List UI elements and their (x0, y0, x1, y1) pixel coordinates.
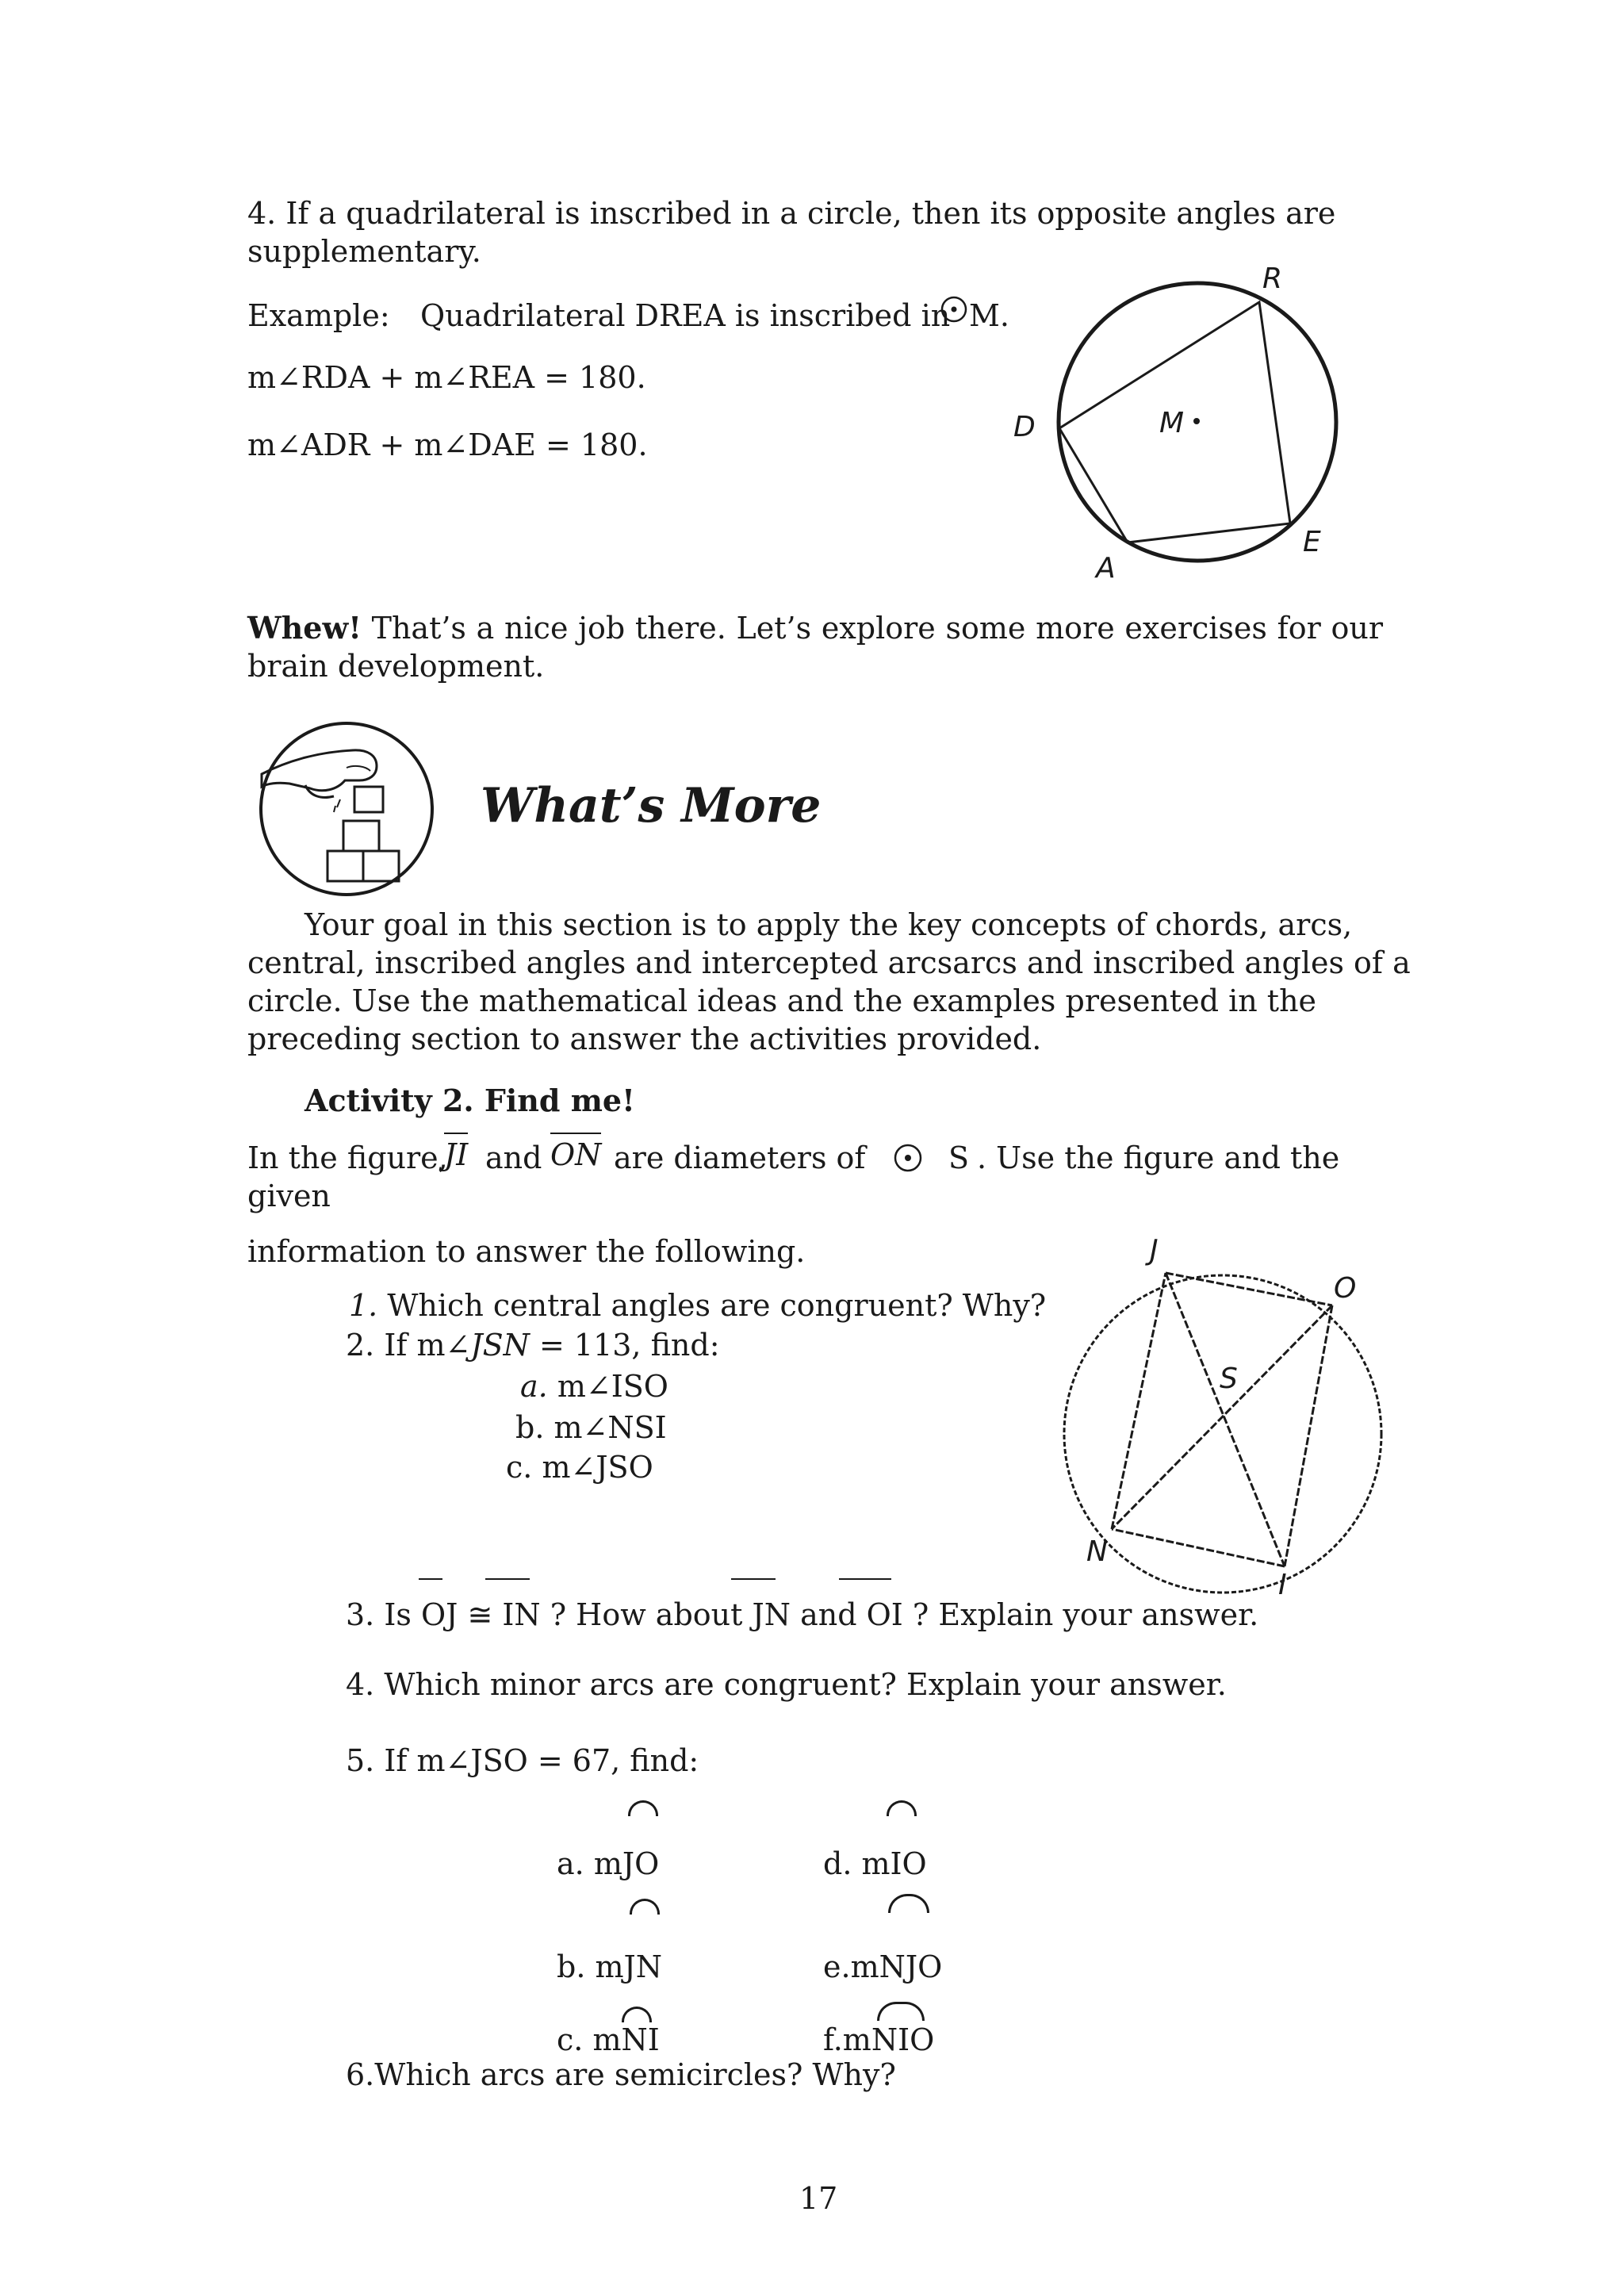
activity-intro-c: . Use the figure and the (977, 1140, 1340, 1175)
arc-mark-jo (628, 1800, 658, 1816)
whew-text: That’s a nice job there. Let’s explore some more exercises for our (371, 611, 1383, 646)
overline-oj (419, 1578, 442, 1580)
activity-center: S (948, 1140, 970, 1175)
question-5: 5. If m∠JSO = 67, find: (346, 1743, 699, 1778)
segment-ji: JI (444, 1134, 468, 1175)
label-s: S (1220, 1363, 1238, 1395)
label-d: D (1013, 411, 1036, 443)
label-j: J (1150, 1234, 1159, 1267)
activity-and: and (485, 1140, 542, 1175)
page-number: 17 (799, 2181, 838, 2216)
label-e: E (1303, 526, 1321, 558)
equation-1: m∠RDA + m∠REA = 180. (247, 360, 646, 395)
activity-intro-d: given (247, 1179, 331, 1213)
label-n: N (1086, 1535, 1108, 1568)
question-1: 1. Which central angles are congruent? Why? (349, 1288, 1047, 1323)
arc-mark-jn (630, 1899, 660, 1915)
activity-intro-b: are diameters of (614, 1140, 866, 1175)
section-paragraph-line-2: central, inscribed angles and intercepted arcsarcs and inscribed angles of a (247, 945, 1411, 980)
section-paragraph-line-4: preceding section to answer the activities provided. (247, 1022, 1042, 1056)
example-text: Quadrilateral DREA is inscribed in (420, 298, 951, 333)
activity-intro-e: information to answer the following. (247, 1234, 806, 1269)
label-o: O (1334, 1272, 1357, 1305)
question-6: 6.Which arcs are semicircles? Why? (346, 2057, 896, 2092)
circle-dot-icon (940, 296, 967, 323)
activity-intro-a: In the figure, (247, 1140, 448, 1175)
circle-dot-icon (893, 1143, 923, 1173)
arc-mark-nio (877, 2002, 925, 2021)
circle-s (1064, 1275, 1381, 1593)
arc-mark-ni (622, 2007, 652, 2022)
question-5d: d. mIO (823, 1846, 927, 1881)
center-dot-m (1193, 418, 1200, 424)
theorem-line-2: supplementary. (247, 234, 481, 269)
figure-inscribed-quadrilateral (1007, 254, 1356, 587)
example-center: M. (969, 298, 1009, 333)
theorem-line-1: 4. If a quadrilateral is inscribed in a circle, then its opposite angles are (247, 196, 1336, 231)
chord-nj (1112, 1273, 1166, 1529)
question-3: 3. Is OJ ≅ IN ? How about JN and OI ? Explain your answer. (346, 1597, 1259, 1632)
overline-jn (731, 1578, 776, 1580)
segment-on: ON (550, 1134, 601, 1175)
question-5e: e.mNJO (823, 1949, 943, 1984)
section-title: What’s More (481, 778, 822, 834)
example-label: Example: (247, 298, 390, 333)
equation-2: m∠ADR + m∠DAE = 180. (247, 427, 648, 462)
section-paragraph-line-3: circle. Use the mathematical ideas and the examples presented in the (247, 983, 1317, 1018)
figure-circle-diameters (1055, 1229, 1404, 1602)
arc-mark-njo (888, 1894, 929, 1913)
question-5f: f.mNIO (823, 2022, 935, 2057)
question-2a: a. m∠ISO (520, 1369, 668, 1404)
question-2b: b. m∠NSI (515, 1410, 667, 1445)
question-5c: c. mNI (557, 2022, 660, 2057)
overline-in (485, 1578, 530, 1580)
whew-bold: Whew! (247, 610, 362, 646)
hand-stacking-blocks-icon (258, 720, 436, 899)
question-5a: a. mJO (557, 1846, 660, 1881)
label-r: R (1262, 263, 1283, 295)
chord-oi (1285, 1305, 1332, 1566)
activity-title: Activity 2. Find me! (304, 1083, 635, 1118)
question-4: 4. Which minor arcs are congruent? Explain your answer. (346, 1667, 1227, 1702)
chord-in (1112, 1529, 1285, 1566)
question-5b: b. mJN (557, 1949, 662, 1984)
diameter-on (1112, 1305, 1332, 1529)
whew-line-2: brain development. (247, 649, 545, 684)
label-i: I (1278, 1569, 1287, 1601)
arc-mark-io (887, 1800, 917, 1816)
diameter-ji (1166, 1273, 1285, 1566)
question-2: 2. If m∠JSN = 113, find: (346, 1328, 720, 1363)
label-a: A (1096, 552, 1116, 585)
label-m: M (1159, 407, 1185, 439)
overline-oi (839, 1578, 891, 1580)
whew-line-1 (247, 609, 1383, 647)
section-paragraph-line-1: Your goal in this section is to apply the key concepts of chords, arcs, (304, 907, 1353, 942)
question-2c: c. m∠JSO (506, 1450, 653, 1485)
